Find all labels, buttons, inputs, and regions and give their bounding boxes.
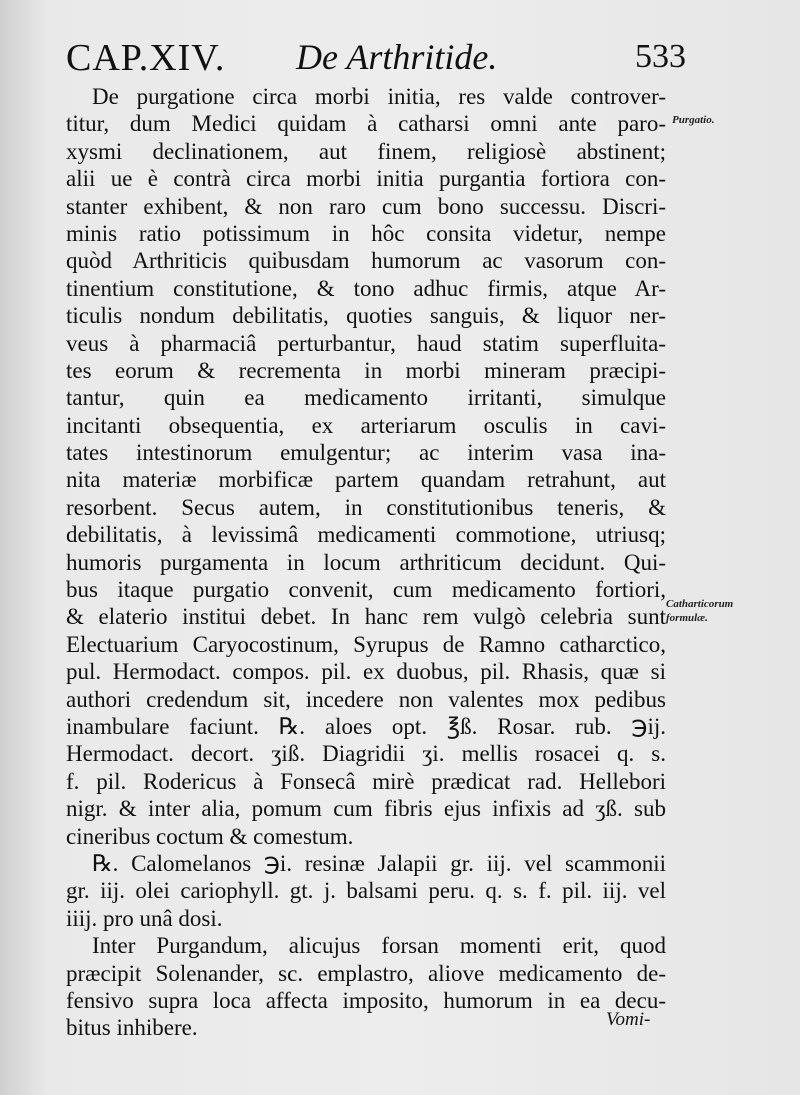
text-line: f. pil. Rodericus à Fonsecâ mirè prædicat rad. Hellebori xyxy=(66,768,666,794)
margin-note-catharticorum: Catharticorum xyxy=(666,598,734,610)
text-line: De purgatione circa morbi initia, res valde controver- xyxy=(92,84,666,109)
text-line: ticulis nondum debilitatis, quoties sanguis, & liquor ner- xyxy=(66,303,666,329)
text-line: & elaterio institui debet. In hanc rem vulgò celebria sunt xyxy=(66,604,666,630)
body-text xyxy=(66,83,666,1042)
text-line: quòd Arthriticis quibusdam humorum ac vasorum con- xyxy=(66,248,666,274)
text-line: tates intestinorum emulgentur; ac interim vasa ina- xyxy=(66,440,666,466)
text-line: pul. Hermodact. compos. pil. ex duobus, pil. Rhasis, quæ si xyxy=(66,659,666,685)
text-line: nigr. & inter alia, pomum cum fibris ejus infixis ad ʒß. sub xyxy=(66,796,666,822)
text-line: Electuarium Caryocostinum, Syrupus de Ramno catharctico, xyxy=(66,631,666,657)
catchword: Vomi- xyxy=(606,1009,651,1030)
text-line: bus itaque purgatio convenit, cum medicamento fortiori, xyxy=(66,577,666,603)
text-line: cineribus coctum & comestum. xyxy=(66,823,354,849)
text-line: bitus inhibere. xyxy=(66,1015,198,1041)
text-line: stanter exhibent, & non raro cum bono successu. Discri- xyxy=(66,193,666,219)
text-line: fensivo supra loca affecta imposito, humorum in ea decu- xyxy=(66,987,666,1013)
text-line: authori credendum sit, incedere non valentes mox pedibus xyxy=(66,686,666,712)
text-line: nita materiæ morbificæ partem quandam retrahunt, aut xyxy=(66,467,666,493)
text-line: minis ratio potissimum in hôc consita videtur, nempe xyxy=(66,220,666,246)
text-line: inambulare faciunt. ℞. aloes opt. ℥ß. Rosar. rub. ℈ij. xyxy=(66,713,666,739)
chapter-label: CAP.XIV. xyxy=(66,37,226,79)
text-line: iiij. pro unâ dosi. xyxy=(66,905,223,931)
text-line: humoris purgamenta in locum arthriticum decidunt. Qui- xyxy=(66,549,666,575)
text-line: debilitatis, à levissimâ medicamenti commotione, utriusq; xyxy=(66,522,666,548)
text-line: Inter Purgandum, alicujus forsan momenti erit, quod xyxy=(92,933,666,959)
text-line: tinentium constitutione, & tono adhuc firmis, atque Ar- xyxy=(66,275,666,301)
text-line: ℞. Calomelanos ℈i. resinæ Jalapii gr. iij. vel scammonii xyxy=(92,850,666,876)
text-line: titur, dum Medici quidam à catharsi omni ante paro- xyxy=(66,111,666,137)
text-line: veus à pharmaciâ perturbantur, haud statim superfluita- xyxy=(66,330,666,356)
page-number: 533 xyxy=(635,38,686,75)
text-line: Hermodact. decort. ʒiß. Diagridii ʒi. mellis rosacei q. s. xyxy=(66,741,666,767)
text-line: tes eorum & recrementa in morbi mineram præcipi- xyxy=(66,357,666,383)
text-line: tantur, quin ea medicamento irritanti, simulque xyxy=(66,385,666,411)
margin-note-formulae: formulæ. xyxy=(666,612,708,624)
text-line: incitanti obsequentia, ex arteriarum osculis in cavi- xyxy=(66,412,666,438)
text-line: xysmi declinationem, aut finem, religiosè abstinent; xyxy=(66,138,666,164)
text-line: resorbent. Secus autem, in constitutionibus teneris, & xyxy=(66,494,666,520)
text-line: præcipit Solenander, sc. emplastro, aliove medicamento de- xyxy=(66,960,666,986)
chapter-title: De Arthritide. xyxy=(296,37,498,77)
margin-note-purgatio: Purgatio. xyxy=(672,114,715,126)
text-line: alii ue è contrà circa morbi initia purgantia fortiora con- xyxy=(66,166,666,192)
running-header xyxy=(66,28,686,88)
text-line: gr. iij. olei cariophyll. gt. j. balsami peru. q. s. f. pil. iij. vel xyxy=(66,878,666,904)
